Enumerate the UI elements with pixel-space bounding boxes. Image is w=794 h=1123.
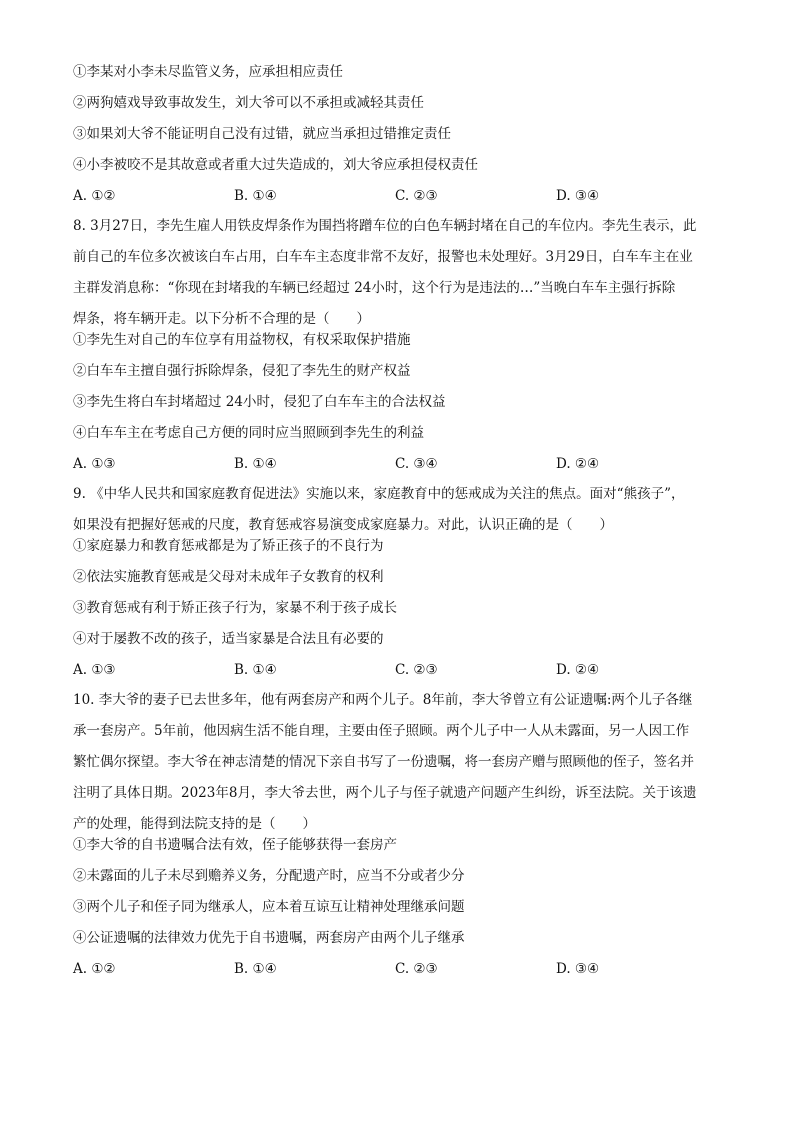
option-a[interactable]: A. ①③ [73,662,116,678]
stem-line: 主群发消息称：“你现在封堵我的车辆已经超过 24小时，这个行为是违法的…”当晚白车车主强行拆除 [73,280,676,296]
option-c[interactable]: C. ②③ [395,188,438,204]
option-a[interactable]: A. ①② [73,961,116,977]
option-c[interactable]: C. ②③ [395,961,438,977]
question-9 [73,479,734,680]
statement-4: ④小李被咬不是其故意或者重大过失造成的，刘大爷应承担侵权责任 [73,157,478,173]
option-d[interactable]: D. ③④ [556,961,600,977]
question-stem [73,479,734,541]
option-c[interactable]: C. ③④ [395,456,438,472]
options-row [73,959,734,979]
question-7 [73,62,734,206]
option-b[interactable]: B. ①④ [234,188,277,204]
stem-line: 10. 李大爷的妻子已去世多年，他有两套房产和两个儿子。8年前，李大爷曾立有公证遗嘱:两个儿子各继 [73,692,693,708]
question-stem [73,685,734,840]
statement-1: ①李先生对自己的车位享有用益物权，有权采取保护措施 [73,332,411,348]
stem-line: 前自己的车位多次被该白车占用，白车车主态度非常不友好，报警也未处理好。3月29日，白车车主在业 [73,249,693,265]
stem-line: 承一套房产。5年前，他因病生活不能自理，主要由侄子照顾。两个儿子中一人从未露面，另一人因工作 [73,723,690,739]
question-8 [73,211,734,474]
statement-4: ④公证遗嘱的法律效力优先于自书遗嘱，两套房产由两个儿子继承 [73,930,465,946]
statement-2: ②依法实施教育惩戒是父母对未成年子女教育的权利 [73,569,384,585]
statement-1: ①李某对小李未尽监管义务，应承担相应责任 [73,64,343,80]
option-b[interactable]: B. ①④ [234,662,277,678]
stem-line: 产的处理，能得到法院支持的是（ ） [73,816,316,832]
statement-4: ④白车车主在考虑自己方便的同时应当照顾到李先生的利益 [73,425,424,441]
stem-line: 焊条，将车辆开走。以下分析不合理的是（ ） [73,311,370,327]
statement-2: ②两狗嬉戏导致事故发生，刘大爷可以不承担或减轻其责任 [73,95,424,111]
options-row [73,454,734,474]
option-b[interactable]: B. ①④ [234,961,277,977]
statement-2: ②未露面的儿子未尽到赡养义务，分配遗产时，应当不分或者少分 [73,868,465,884]
statement-4: ④对于屡教不改的孩子，适当家暴是合法且有必要的 [73,631,384,647]
statement-3: ③李先生将白车封堵超过 24小时，侵犯了白车车主的合法权益 [73,394,446,410]
statement-3: ③两个儿子和侄子同为继承人，应本着互谅互让精神处理继承问题 [73,899,465,915]
question-stem [73,211,734,335]
statement-1: ①李大爷的自书遗嘱合法有效，侄子能够获得一套房产 [73,837,397,853]
option-c[interactable]: C. ②③ [395,662,438,678]
statement-1: ①家庭暴力和教育惩戒都是为了矫正孩子的不良行为 [73,538,384,554]
option-d[interactable]: D. ②④ [556,662,600,678]
stem-line: 9. 《中华人民共和国家庭教育促进法》实施以来，家庭教育中的惩戒成为关注的焦点。面对“熊孩子”， [73,486,685,502]
statement-2: ②白车车主擅自强行拆除焊条，侵犯了李先生的财产权益 [73,363,411,379]
options-row [73,660,734,680]
options-row [73,186,734,206]
option-a[interactable]: A. ①② [73,188,116,204]
stem-line: 繁忙偶尔探望。李大爷在神志清楚的情况下亲自书写了一份遗嘱，将一套房产赠与照顾他的侄子，签名并 [73,754,694,770]
option-a[interactable]: A. ①③ [73,456,116,472]
stem-line: 注明了具体日期。2023年8月，李大爷去世，两个儿子与侄子就遗产问题产生纠纷，诉至法院。关于该遗 [73,785,697,801]
option-d[interactable]: D. ③④ [556,188,600,204]
option-d[interactable]: D. ②④ [556,456,600,472]
stem-line: 如果没有把握好惩戒的尺度，教育惩戒容易演变成家庭暴力。对此，认识正确的是（ ） [73,517,613,533]
statement-3: ③教育惩戒有利于矫正孩子行为，家暴不利于孩子成长 [73,600,397,616]
option-b[interactable]: B. ①④ [234,456,277,472]
question-10 [73,685,734,979]
stem-line: 8. 3月27日，李先生雇人用铁皮焊条作为围挡将蹭车位的白色车辆封堵在自己的车位内。李先生表示，此 [73,218,697,234]
statement-3: ③如果刘大爷不能证明自己没有过错，就应当承担过错推定责任 [73,126,451,142]
